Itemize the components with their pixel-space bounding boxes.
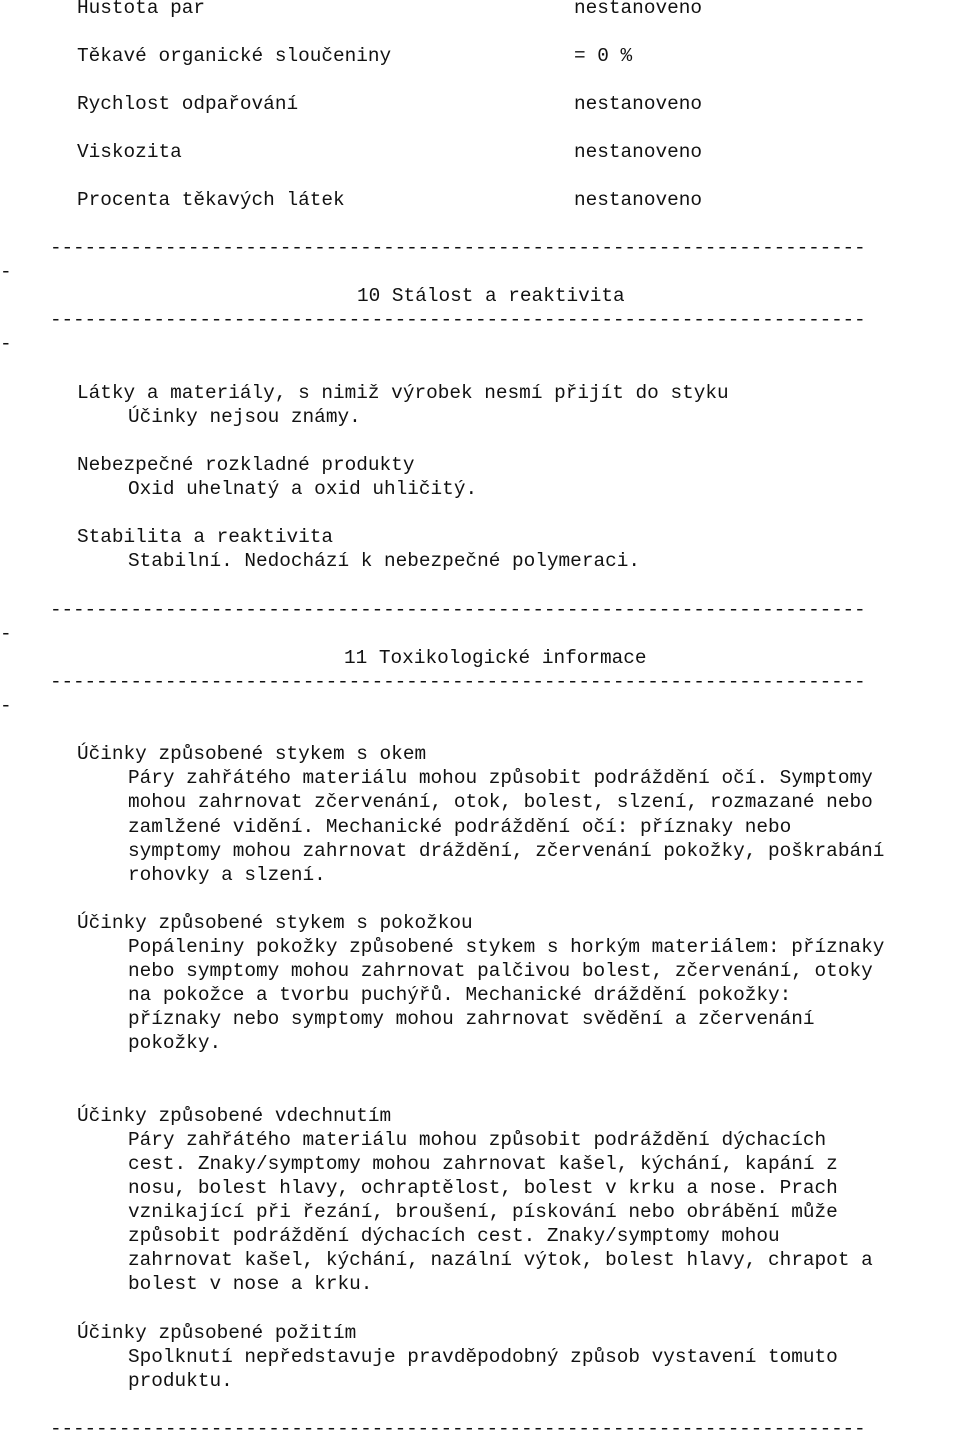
dash-mark: -	[0, 695, 12, 717]
item-text: na pokožce a tvorbu puchýřů. Mechanické dráždění pokožky:	[128, 984, 792, 1006]
item-text: Oxid uhelnatý a oxid uhličitý.	[128, 478, 478, 500]
item-text: pokožky.	[128, 1032, 222, 1054]
item-text: Účinky nejsou známy.	[128, 406, 361, 428]
item-text: příznaky nebo symptomy mohou zahrnovat svědění a zčervenání	[128, 1008, 815, 1030]
item-text: nosu, bolest hlavy, ochraptělost, bolest v krku a nose. Prach	[128, 1177, 838, 1199]
item-text: zahrnovat kašel, kýchání, nazální výtok, bolest hlavy, chrapot a	[128, 1249, 873, 1271]
item-heading: Účinky způsobené stykem s pokožkou	[77, 912, 473, 934]
property-value: nestanoveno	[574, 93, 702, 115]
item-text: zamlžené vidění. Mechanické podráždění očí: příznaky nebo	[128, 816, 792, 838]
item-text: mohou zahrnovat zčervenání, otok, bolest, slzení, rozmazané nebo	[128, 791, 873, 813]
section-10-title: 10 Stálost a reaktivita	[357, 285, 625, 307]
item-text: nebo symptomy mohou zahrnovat palčivou bolest, zčervenání, otoky	[128, 960, 873, 982]
item-text: způsobit podráždění dýchacích cest. Znaky/symptomy mohou	[128, 1225, 780, 1247]
item-text: symptomy mohou zahrnovat dráždění, zčervenání pokožky, poškrabání	[128, 840, 885, 862]
item-heading: Stabilita a reaktivita	[77, 526, 333, 548]
item-text: vznikající při řezání, broušení, pískování nebo obrábění může	[128, 1201, 838, 1223]
dash-mark: -	[0, 623, 12, 645]
property-value: nestanoveno	[574, 141, 702, 163]
property-label: Viskozita	[77, 141, 182, 163]
item-text: Stabilní. Nedochází k nebezpečné polymeraci.	[128, 550, 640, 572]
dashed-rule: -----------------------------------------------------------------------	[50, 1418, 866, 1440]
item-text: cest. Znaky/symptomy mohou zahrnovat kašel, kýchání, kapání z	[128, 1153, 838, 1175]
dash-mark: -	[0, 333, 12, 355]
item-heading: Účinky způsobené požitím	[77, 1322, 357, 1344]
dashed-rule: -----------------------------------------------------------------------	[50, 237, 866, 259]
item-text: Popáleniny pokožky způsobené stykem s horkým materiálem: příznaky	[128, 936, 885, 958]
item-text: rohovky a slzení.	[128, 864, 326, 886]
dashed-rule: -----------------------------------------------------------------------	[50, 671, 866, 693]
property-value: nestanoveno	[574, 189, 702, 211]
item-heading: Látky a materiály, s nimiž výrobek nesmí přijít do styku	[77, 382, 729, 404]
dash-mark: -	[0, 261, 12, 283]
property-value: = 0 %	[574, 45, 633, 67]
item-text: Páry zahřátého materiálu mohou způsobit podráždění dýchacích	[128, 1129, 827, 1151]
property-label: Hustota par	[77, 0, 205, 19]
dashed-rule: -----------------------------------------------------------------------	[50, 599, 866, 621]
item-heading: Nebezpečné rozkladné produkty	[77, 454, 415, 476]
property-value: nestanoveno	[574, 0, 702, 19]
item-text: bolest v nose a krku.	[128, 1273, 373, 1295]
item-text: Páry zahřátého materiálu mohou způsobit podráždění očí. Symptomy	[128, 767, 873, 789]
item-text: produktu.	[128, 1370, 233, 1392]
item-text: Spolknutí nepředstavuje pravděpodobný způsob vystavení tomuto	[128, 1346, 838, 1368]
property-label: Těkavé organické sloučeniny	[77, 45, 392, 67]
section-11-title: 11 Toxikologické informace	[344, 647, 647, 669]
property-label: Rychlost odpařování	[77, 93, 299, 115]
property-label: Procenta těkavých látek	[77, 189, 345, 211]
item-heading: Účinky způsobené stykem s okem	[77, 743, 427, 765]
dashed-rule: -----------------------------------------------------------------------	[50, 309, 866, 331]
item-heading: Účinky způsobené vdechnutím	[77, 1105, 392, 1127]
